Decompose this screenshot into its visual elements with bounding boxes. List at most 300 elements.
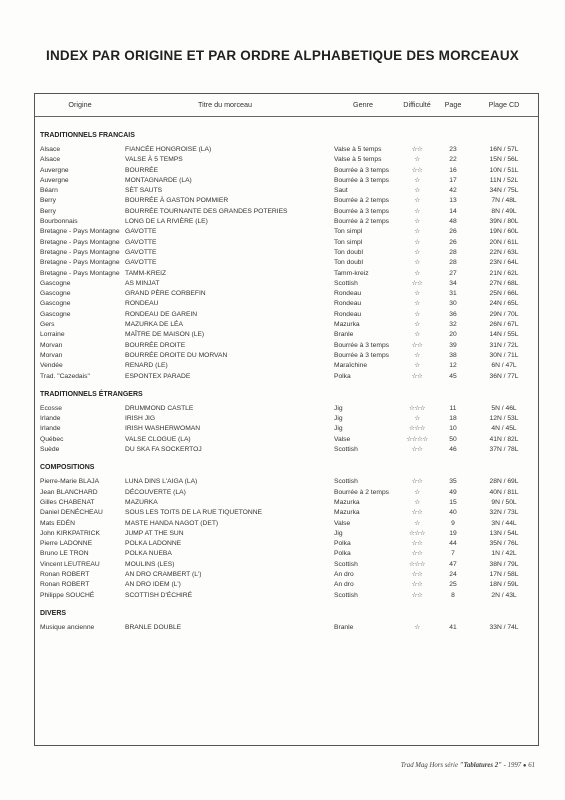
cell-origine: John KIRKPATRICK xyxy=(40,529,100,537)
table-row xyxy=(35,623,540,633)
table-row xyxy=(35,549,540,559)
cell-genre: Branle xyxy=(334,331,354,339)
column-header-titre: Titre du morceau xyxy=(197,100,253,109)
cell-titre: RONDEAU DE GAREIN xyxy=(125,310,198,318)
cell-page: 45 xyxy=(449,372,457,380)
index-table xyxy=(34,93,539,746)
cell-origine: Auvergne xyxy=(40,166,69,174)
table-row xyxy=(35,310,540,320)
cell-difficulte: ☆☆☆ xyxy=(409,529,425,537)
table-row xyxy=(35,269,540,279)
cell-plage-cd: 30N / 71L xyxy=(489,351,519,359)
cell-plage-cd: 10N / 51L xyxy=(489,166,519,174)
section-header xyxy=(35,609,540,619)
cell-page: 15 xyxy=(449,498,457,506)
cell-plage-cd: 34N / 75L xyxy=(489,187,519,195)
cell-difficulte: ☆☆☆ xyxy=(409,425,425,433)
cell-plage-cd: 15N / 56L xyxy=(489,156,519,164)
cell-plage-cd: 41N / 82L xyxy=(489,435,519,443)
table-row xyxy=(35,414,540,424)
cell-titre: GRAND PÈRE CORBEFIN xyxy=(125,290,206,298)
cell-page: 7 xyxy=(451,550,455,558)
cell-page: 44 xyxy=(449,540,457,548)
cell-titre: FIANCÉE HONGROISE (LA) xyxy=(125,146,212,153)
cell-genre: Scottish xyxy=(334,446,358,454)
cell-page: 49 xyxy=(449,488,457,496)
cell-difficulte: ☆ xyxy=(414,415,420,423)
cell-origine: Bruno LE TRON xyxy=(40,550,89,558)
cell-plage-cd: 17N / 58L xyxy=(489,570,519,578)
cell-difficulte: ☆ xyxy=(414,310,420,318)
cell-origine: Gascogne xyxy=(40,310,71,318)
footer-dot-icon: ● xyxy=(522,763,527,769)
cell-genre: Tamm-kreiz xyxy=(334,269,369,277)
table-row xyxy=(35,361,540,371)
cell-titre: SCOTTISH D'ÉCHIRÉ xyxy=(125,591,193,599)
cell-titre: AS MINJAT xyxy=(125,279,160,287)
cell-plage-cd: 14N / 55L xyxy=(489,331,519,339)
cell-genre: An dro xyxy=(334,570,354,578)
table-row xyxy=(35,529,540,539)
cell-difficulte: ☆ xyxy=(414,269,420,277)
cell-page: 14 xyxy=(449,207,457,215)
table-row xyxy=(35,404,540,414)
cell-genre: Rondeau xyxy=(334,290,362,298)
column-header-plage-cd: Plage CD xyxy=(488,100,520,109)
cell-genre: Bourrée à 3 temps xyxy=(334,166,390,174)
cell-origine: Ecosse xyxy=(40,404,62,412)
cell-genre: Bourrée à 2 temps xyxy=(334,197,390,205)
table-row xyxy=(35,351,540,361)
section-spacer xyxy=(35,455,540,463)
cell-plage-cd: 3N / 44L xyxy=(491,519,517,527)
cell-genre: Bourrée à 2 temps xyxy=(334,218,390,226)
cell-genre: Bourrée à 3 temps xyxy=(334,207,390,215)
cell-origine: Trad. "Cazedais" xyxy=(40,372,90,380)
cell-plage-cd: 4N / 45L xyxy=(491,425,517,433)
cell-plage-cd: 13N / 54L xyxy=(489,529,519,537)
section-title: DIVERS xyxy=(40,609,67,617)
cell-difficulte: ☆ xyxy=(414,498,420,506)
cell-plage-cd: 33N / 74L xyxy=(489,623,519,631)
cell-difficulte: ☆ xyxy=(414,218,420,226)
cell-titre: BOURRÉE TOURNANTE DES GRANDES POTERIES xyxy=(125,207,288,215)
cell-genre: Branle xyxy=(334,623,354,631)
table-row xyxy=(35,217,540,227)
cell-titre: BOURRÉE DROITE DU MORVAN xyxy=(125,351,228,359)
cell-difficulte: ☆ xyxy=(414,176,420,184)
cell-plage-cd: 20N / 61L xyxy=(489,238,519,246)
cell-page: 40 xyxy=(449,509,457,517)
cell-page: 34 xyxy=(449,279,457,287)
cell-genre: Bourrée à 3 temps xyxy=(334,341,390,349)
section-spacer xyxy=(35,121,540,131)
cell-difficulte: ☆☆ xyxy=(411,446,423,454)
section-header xyxy=(35,390,540,400)
cell-difficulte: ☆☆ xyxy=(411,591,423,599)
cell-genre: Maraîchine xyxy=(334,362,368,370)
cell-origine: Suède xyxy=(40,446,60,454)
cell-origine: Berry xyxy=(40,197,56,205)
table-row xyxy=(35,580,540,590)
cell-difficulte: ☆ xyxy=(414,300,420,308)
table-row xyxy=(35,498,540,508)
cell-titre: VALSE CLOGUE (LA) xyxy=(125,435,191,443)
cell-origine: Musique ancienne xyxy=(40,623,95,631)
cell-difficulte: ☆☆ xyxy=(411,146,423,153)
cell-plage-cd: 12N / 53L xyxy=(489,415,519,423)
cell-difficulte: ☆☆ xyxy=(411,372,423,380)
cell-titre: POLKA LADONNE xyxy=(125,540,182,548)
table-row xyxy=(35,155,540,165)
cell-origine: Irlande xyxy=(40,425,61,433)
cell-origine: Ronan ROBERT xyxy=(40,581,90,589)
cell-plage-cd: 32N / 73L xyxy=(489,509,519,517)
cell-plage-cd: 8N / 49L xyxy=(491,207,517,215)
table-row xyxy=(35,258,540,268)
cell-page: 13 xyxy=(449,197,457,205)
cell-titre: BOURRÉE DROITE xyxy=(125,341,186,349)
cell-genre: Scottish xyxy=(334,591,358,599)
cell-plage-cd: 22N / 63L xyxy=(489,248,519,256)
cell-page: 35 xyxy=(449,478,457,486)
cell-page: 28 xyxy=(449,259,457,267)
cell-page: 36 xyxy=(449,310,457,318)
cell-origine: Irlande xyxy=(40,415,61,423)
cell-plage-cd: 38N / 79L xyxy=(489,560,519,568)
cell-titre: BOURRÉE xyxy=(125,166,159,174)
cell-page: 17 xyxy=(449,176,457,184)
cell-difficulte: ☆ xyxy=(414,259,420,267)
cell-page: 48 xyxy=(449,218,457,226)
table-row xyxy=(35,591,540,601)
cell-genre: Scottish xyxy=(334,279,358,287)
section-header xyxy=(35,131,540,141)
cell-origine: Gilles CHABENAT xyxy=(40,498,95,506)
cell-page: 12 xyxy=(449,362,457,370)
cell-origine: Gascogne xyxy=(40,290,71,298)
cell-titre: DRUMMOND CASTLE xyxy=(125,404,194,412)
cell-plage-cd: 1N / 42L xyxy=(491,550,517,558)
section-header xyxy=(35,463,540,473)
cell-difficulte: ☆ xyxy=(414,623,420,631)
cell-plage-cd: 37N / 78L xyxy=(489,446,519,454)
cell-titre: RENARD (LE) xyxy=(125,362,168,370)
cell-titre: POLKA NUEBA xyxy=(125,550,172,558)
section-title: COMPOSITIONS xyxy=(40,464,95,472)
cell-plage-cd: 25N / 66L xyxy=(489,290,519,298)
cell-plage-cd: 11N / 52L xyxy=(489,176,519,184)
cell-page: 46 xyxy=(449,446,457,454)
table-row xyxy=(35,289,540,299)
cell-titre: MAZURKA xyxy=(125,498,158,506)
cell-titre: GAVOTTE xyxy=(125,228,157,236)
cell-origine: Pierre-Marie BLAJA xyxy=(40,478,100,486)
cell-titre: JUMP AT THE SUN xyxy=(125,529,184,537)
cell-difficulte: ☆☆ xyxy=(411,341,423,349)
cell-titre: MOULINS (LES) xyxy=(125,560,175,568)
cell-plage-cd: 31N / 72L xyxy=(489,341,519,349)
cell-plage-cd: 27N / 68L xyxy=(489,279,519,287)
table-row xyxy=(35,320,540,330)
cell-plage-cd: 2N / 43L xyxy=(491,591,517,599)
cell-difficulte: ☆ xyxy=(414,238,420,246)
cell-titre: GAVOTTE xyxy=(125,248,157,256)
cell-titre: RONDEAU xyxy=(125,300,159,308)
cell-genre: Bourrée à 3 temps xyxy=(334,351,390,359)
cell-titre: GAVOTTE xyxy=(125,238,157,246)
cell-page: 24 xyxy=(449,570,457,578)
cell-plage-cd: 39N / 80L xyxy=(489,218,519,226)
cell-genre: Bourrée à 3 temps xyxy=(334,176,390,184)
cell-origine: Bretagne - Pays Montagne xyxy=(40,248,120,256)
cell-titre: LONG DE LA RIVIÈRE (LE) xyxy=(125,218,208,226)
cell-origine: Lorraine xyxy=(40,331,65,339)
cell-titre: GAVOTTE xyxy=(125,259,157,267)
table-row xyxy=(35,508,540,518)
cell-page: 25 xyxy=(449,581,457,589)
cell-plage-cd: 29N / 70L xyxy=(489,310,519,318)
cell-titre: BRANLE DOUBLE xyxy=(125,623,182,631)
cell-origine: Bretagne - Pays Montagne xyxy=(40,259,120,267)
section-spacer xyxy=(35,601,540,609)
cell-difficulte: ☆☆ xyxy=(411,478,423,486)
cell-page: 20 xyxy=(449,331,457,339)
table-row xyxy=(35,372,540,382)
cell-difficulte: ☆☆ xyxy=(411,550,423,558)
cell-genre: Ton simpl xyxy=(334,238,363,246)
cell-difficulte: ☆ xyxy=(414,519,420,527)
cell-page: 47 xyxy=(449,560,457,568)
section-title: TRADITIONNELS ÉTRANGERS xyxy=(40,390,143,398)
table-row xyxy=(35,424,540,434)
cell-difficulte: ☆ xyxy=(414,197,420,205)
column-header-origine: Origine xyxy=(68,100,92,109)
cell-difficulte: ☆ xyxy=(414,187,420,195)
cell-page: 30 xyxy=(449,300,457,308)
cell-genre: Ton doubl xyxy=(334,259,364,267)
cell-genre: Valse à 5 temps xyxy=(334,156,382,164)
cell-origine: Pierre LADONNE xyxy=(40,540,93,548)
table-row xyxy=(35,539,540,549)
footer-page-number: 61 xyxy=(526,762,535,769)
cell-genre: Rondeau xyxy=(334,310,362,318)
cell-plage-cd: 19N / 60L xyxy=(489,228,519,236)
cell-genre: Polka xyxy=(334,540,351,548)
cell-difficulte: ☆☆ xyxy=(411,570,423,578)
cell-titre: MONTAGNARDE (LA) xyxy=(125,176,192,184)
cell-titre: LUNA DINS L'AIGA (LA) xyxy=(125,478,198,486)
table-row xyxy=(35,248,540,258)
table-row xyxy=(35,445,540,455)
cell-page: 18 xyxy=(449,415,457,423)
cell-difficulte: ☆ xyxy=(414,156,420,164)
cell-titre: AN DRO IDEM (L') xyxy=(125,581,181,589)
table-row xyxy=(35,560,540,570)
cell-difficulte: ☆ xyxy=(414,351,420,359)
table-row xyxy=(35,145,540,155)
cell-difficulte: ☆☆☆ xyxy=(409,560,425,568)
cell-titre: TAMM-KREIZ xyxy=(125,269,167,277)
header-divider xyxy=(35,116,538,117)
cell-genre: Rondeau xyxy=(334,300,362,308)
column-header-genre: Genre xyxy=(353,100,373,109)
cell-plage-cd: 5N / 46L xyxy=(491,404,517,412)
cell-titre: AN DRO CRAMBERT (L') xyxy=(125,570,202,578)
cell-origine: Mats EDÉN xyxy=(40,519,75,527)
cell-origine: Bretagne - Pays Montagne xyxy=(40,228,120,236)
cell-titre: ESPONTEX PARADE xyxy=(125,372,191,380)
cell-genre: Jig xyxy=(334,404,343,412)
cell-page: 9 xyxy=(451,519,455,527)
cell-plage-cd: 7N / 48L xyxy=(491,197,517,205)
table-row xyxy=(35,477,540,487)
cell-plage-cd: 28N / 69L xyxy=(489,478,519,486)
cell-plage-cd: 23N / 64L xyxy=(489,259,519,267)
cell-page: 28 xyxy=(449,248,457,256)
cell-page: 39 xyxy=(449,341,457,349)
cell-page: 31 xyxy=(449,290,457,298)
table-row xyxy=(35,176,540,186)
cell-difficulte: ☆☆ xyxy=(411,581,423,589)
cell-origine: Bretagne - Pays Montagne xyxy=(40,238,120,246)
cell-genre: Scottish xyxy=(334,560,358,568)
cell-plage-cd: 36N / 77L xyxy=(489,372,519,380)
cell-titre: VALSE À 5 TEMPS xyxy=(125,156,183,164)
cell-page: 41 xyxy=(449,623,457,631)
cell-titre: IRISH JIG xyxy=(125,415,156,423)
cell-difficulte: ☆ xyxy=(414,331,420,339)
cell-titre: IRISH WASHERWOMAN xyxy=(125,425,201,433)
cell-genre: Jig xyxy=(334,425,343,433)
cell-origine: Jean BLANCHARD xyxy=(40,488,98,496)
table-row xyxy=(35,196,540,206)
cell-page: 38 xyxy=(449,351,457,359)
cell-genre: Mazurka xyxy=(334,509,360,517)
cell-genre: Jig xyxy=(334,529,343,537)
table-row xyxy=(35,341,540,351)
cell-plage-cd: 35N / 76L xyxy=(489,540,519,548)
cell-genre: Mazurka xyxy=(334,321,360,329)
cell-page: 10 xyxy=(449,425,457,433)
table-row xyxy=(35,299,540,309)
page-footer xyxy=(401,762,535,769)
table-row xyxy=(35,519,540,529)
cell-difficulte: ☆ xyxy=(414,228,420,236)
cell-genre: Jig xyxy=(334,415,343,423)
cell-origine: Gers xyxy=(40,321,55,329)
table-row xyxy=(35,186,540,196)
cell-origine: Berry xyxy=(40,207,56,215)
cell-difficulte: ☆☆ xyxy=(411,509,423,517)
cell-difficulte: ☆ xyxy=(414,290,420,298)
cell-origine: Vendée xyxy=(40,362,63,370)
table-row xyxy=(35,238,540,248)
table-row xyxy=(35,207,540,217)
cell-plage-cd: 21N / 62L xyxy=(489,269,519,277)
cell-titre: MASTE HANDA NAGOT (DET) xyxy=(125,519,219,527)
cell-plage-cd: 18N / 59L xyxy=(489,581,519,589)
cell-titre: DU SKA FA SOCKERTOJ xyxy=(125,446,202,454)
column-header-difficulte: Difficulté xyxy=(403,100,431,109)
footer-series: "Tablatures 2" xyxy=(459,762,502,769)
cell-page: 23 xyxy=(449,146,457,153)
footer-prefix: Trad Mag Hors série xyxy=(400,762,460,769)
section-spacer xyxy=(35,382,540,390)
cell-plage-cd: 24N / 65L xyxy=(489,300,519,308)
cell-difficulte: ☆☆ xyxy=(411,540,423,548)
cell-origine: Gascogne xyxy=(40,279,71,287)
cell-plage-cd: 40N / 81L xyxy=(489,488,519,496)
cell-genre: Scottish xyxy=(334,478,358,486)
cell-page: 19 xyxy=(449,529,457,537)
cell-origine: Daniel DENÉCHEAU xyxy=(40,509,103,517)
page-title: INDEX PAR ORIGINE ET PAR ORDRE ALPHABETIQUE DES MORCEAUX xyxy=(46,48,519,63)
cell-difficulte: ☆ xyxy=(414,321,420,329)
cell-genre: Valse xyxy=(334,435,351,443)
cell-page: 32 xyxy=(449,321,457,329)
cell-page: 8 xyxy=(451,591,455,599)
cell-genre: Polka xyxy=(334,372,351,380)
cell-origine: Bourbonnais xyxy=(40,218,78,226)
section-title: TRADITIONNELS FRANCAIS xyxy=(40,132,135,139)
cell-origine: Auvergne xyxy=(40,176,69,184)
table-row xyxy=(35,435,540,445)
cell-difficulte: ☆☆☆ xyxy=(409,404,425,412)
cell-origine: Gascogne xyxy=(40,300,71,308)
cell-plage-cd: 9N / 50L xyxy=(491,498,517,506)
cell-difficulte: ☆ xyxy=(414,207,420,215)
cell-origine: Ronan ROBERT xyxy=(40,570,90,578)
cell-genre: Bourrée à 2 temps xyxy=(334,488,390,496)
table-row xyxy=(35,570,540,580)
cell-genre: Valse à 5 temps xyxy=(334,146,382,153)
cell-page: 16 xyxy=(449,166,457,174)
cell-difficulte: ☆ xyxy=(414,362,420,370)
table-row xyxy=(35,279,540,289)
cell-origine: Bretagne - Pays Montagne xyxy=(40,269,120,277)
cell-difficulte: ☆☆ xyxy=(411,166,423,174)
cell-origine: Morvan xyxy=(40,351,63,359)
cell-page: 27 xyxy=(449,269,457,277)
table-row xyxy=(35,227,540,237)
cell-origine: Québec xyxy=(40,435,64,443)
cell-genre: Polka xyxy=(334,550,351,558)
cell-titre: SÈT SAUTS xyxy=(125,187,163,195)
cell-origine: Vincent LEUTREAU xyxy=(40,560,100,568)
cell-page: 26 xyxy=(449,238,457,246)
cell-genre: Valse xyxy=(334,519,351,527)
cell-titre: DÉCOUVERTE (LA) xyxy=(125,488,186,496)
cell-page: 11 xyxy=(449,404,457,412)
cell-genre: Ton doubl xyxy=(334,248,364,256)
cell-titre: MAZURKA DE LÉA xyxy=(125,321,183,329)
cell-difficulte: ☆ xyxy=(414,248,420,256)
cell-genre: Mazurka xyxy=(334,498,360,506)
cell-origine: Alsace xyxy=(40,156,61,164)
table-row xyxy=(35,330,540,340)
cell-plage-cd: 16N / 57L xyxy=(489,146,519,153)
cell-page: 26 xyxy=(449,228,457,236)
column-header-page: Page xyxy=(444,100,462,109)
footer-suffix: - 1997 xyxy=(501,762,523,769)
table-body xyxy=(35,121,540,633)
cell-page: 50 xyxy=(449,435,457,443)
cell-difficulte: ☆☆☆☆ xyxy=(406,435,428,443)
cell-origine: Morvan xyxy=(40,341,63,349)
cell-origine: Béarn xyxy=(40,187,58,195)
table-row xyxy=(35,488,540,498)
